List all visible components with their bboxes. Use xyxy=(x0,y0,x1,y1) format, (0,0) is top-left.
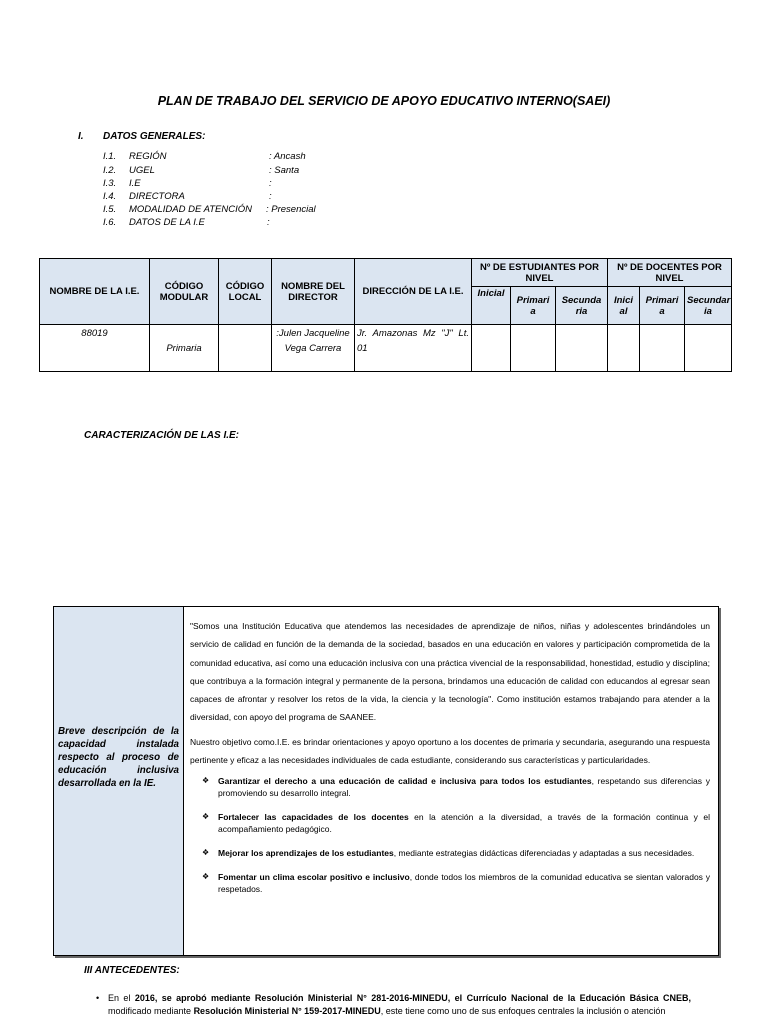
cell-est-secundaria xyxy=(556,325,608,372)
caracterizacion-heading: CARACTERIZACIÓN DE LAS I.E: xyxy=(84,430,239,441)
list-item: ❖ Fortalecer las capacidades de los docentes en la atención a la diversidad, a través de la formación continua y el acompañamiento pedagógico. xyxy=(202,812,710,835)
general-data-row: I.6. DATOS DE LA I.E : xyxy=(103,217,270,228)
header-codigo-modular: CÓDIGO MODULAR xyxy=(150,259,219,325)
cell-codigo-modular: Primaria xyxy=(150,325,219,372)
bullet-icon: • xyxy=(96,993,100,1003)
section-label: DATOS GENERALES: xyxy=(103,131,206,142)
header-est-secundaria: Secunda ria xyxy=(556,287,608,325)
general-data-row: I.3. I.E : xyxy=(103,178,272,189)
list-item: ❖ Mejorar los aprendizajes de los estudiantes, mediante estrategias didácticas diferenciadas y adaptadas a sus necesidades. xyxy=(202,848,695,859)
diamond-bullet-icon: ❖ xyxy=(202,812,210,822)
general-data-row: I.4. DIRECTORA : xyxy=(103,191,272,202)
diamond-bullet-icon: ❖ xyxy=(202,872,210,882)
diamond-bullet-icon: ❖ xyxy=(202,776,210,786)
cell-nombre-director: :Julen Jacqueline Vega Carrera xyxy=(272,325,355,372)
diamond-bullet-icon: ❖ xyxy=(202,848,210,858)
header-doc-secundaria: Secundar ia xyxy=(685,287,732,325)
list-item: ❖ Garantizar el derecho a una educación de calidad e inclusiva para todos los estudiantes, respetando sus diferencias y promoviendo su desarrollo integral. xyxy=(202,776,710,799)
antecedentes-paragraph: • En el 2016, se aprobó mediante Resolución Ministerial N° 281-2016-MINEDU, el Currículo Nacional de la Educación Básica CNEB, modificado mediante Resolución Ministerial N° 159-2017-MINEDU, este tiene como uno de sus enfoques centrales la inclusión o atención xyxy=(96,993,692,1016)
page-title: PLAN DE TRABAJO DEL SERVICIO DE APOYO EDUCATIVO INTERNO(SAEI) xyxy=(157,94,611,108)
section-heading-datos-generales xyxy=(78,131,205,142)
cell-doc-inicial xyxy=(608,325,640,372)
general-data-row: I.1. REGIÓN : Ancash xyxy=(103,151,306,162)
header-doc-inicial: Inici al xyxy=(608,287,640,325)
list-item: ❖ Fomentar un clima escolar positivo e inclusivo, donde todos los miembros de la comunidad educativa se sientan valorados y respetados. xyxy=(202,872,710,895)
header-doc-primaria: Primari a xyxy=(640,287,685,325)
description-label: Breve descripción de la capacidad instalada respecto al proceso de educación inclusiva desarrollada en la IE. xyxy=(54,607,184,955)
cell-nombre-ie: 88019 xyxy=(40,325,150,372)
description-box xyxy=(53,606,719,956)
description-content xyxy=(185,607,718,955)
table-row xyxy=(40,325,732,372)
header-nombre-ie: NOMBRE DE LA I.E. xyxy=(40,259,150,325)
antecedentes-heading: III ANTECEDENTES: xyxy=(84,965,180,976)
header-direccion: DIRECCIÓN DE LA I.E. xyxy=(355,259,472,325)
cell-codigo-local xyxy=(219,325,272,372)
objectives-list xyxy=(190,775,710,895)
description-paragraph: "Somos una Institución Educativa que atendemos las necesidades de aprendizaje de niños, niñas y adolescentes brindándoles un servicio de calidad en función de la demanda de la sociedad, basados en una educación en valores y participación comprometida de la comunidad educativa, así como una educación inclusiva con una práctica vivencial de la responsabilidad, honestidad, estudio y disciplina; que contribuya a la formación integral y permanente de la persona, brindamos una educación de calidad con educandos al egresar sean capaces de afrontar y resolver los retos de la vida, la ciencia y la tecnología". Como institución estamos trabajando para atender a la diversidad, con apoyo del programa de SAANEE. xyxy=(190,621,710,723)
header-docentes: Nº DE DOCENTES POR NIVEL xyxy=(608,259,732,287)
header-codigo-local: CÓDIGO LOCAL xyxy=(219,259,272,325)
cell-est-inicial xyxy=(472,325,511,372)
section-number: I. xyxy=(78,131,84,142)
ie-data-table xyxy=(39,258,732,372)
general-data-row: I.2. UGEL : Santa xyxy=(103,165,300,176)
cell-direccion: Jr. Amazonas Mz "J" Lt. 01 xyxy=(355,325,472,372)
objective-paragraph: Nuestro objetivo como.I.E. es brindar orientaciones y apoyo oportuno a los docentes de primaria y secundaria, asegurando una respuesta pertinente y eficaz a las necesidades individuales de cada estudiante, considerando sus características y particularidades. xyxy=(190,736,710,766)
cell-est-primaria xyxy=(511,325,556,372)
header-est-primaria: Primari a xyxy=(511,287,556,325)
general-data-row: I.5. MODALIDAD DE ATENCIÓN : Presencial xyxy=(103,204,316,215)
cell-doc-secundaria xyxy=(685,325,732,372)
header-estudiantes: Nº DE ESTUDIANTES POR NIVEL xyxy=(472,259,608,287)
header-nombre-director: NOMBRE DEL DIRECTOR xyxy=(272,259,355,325)
header-est-inicial: Inicial xyxy=(472,287,511,325)
cell-doc-primaria xyxy=(640,325,685,372)
